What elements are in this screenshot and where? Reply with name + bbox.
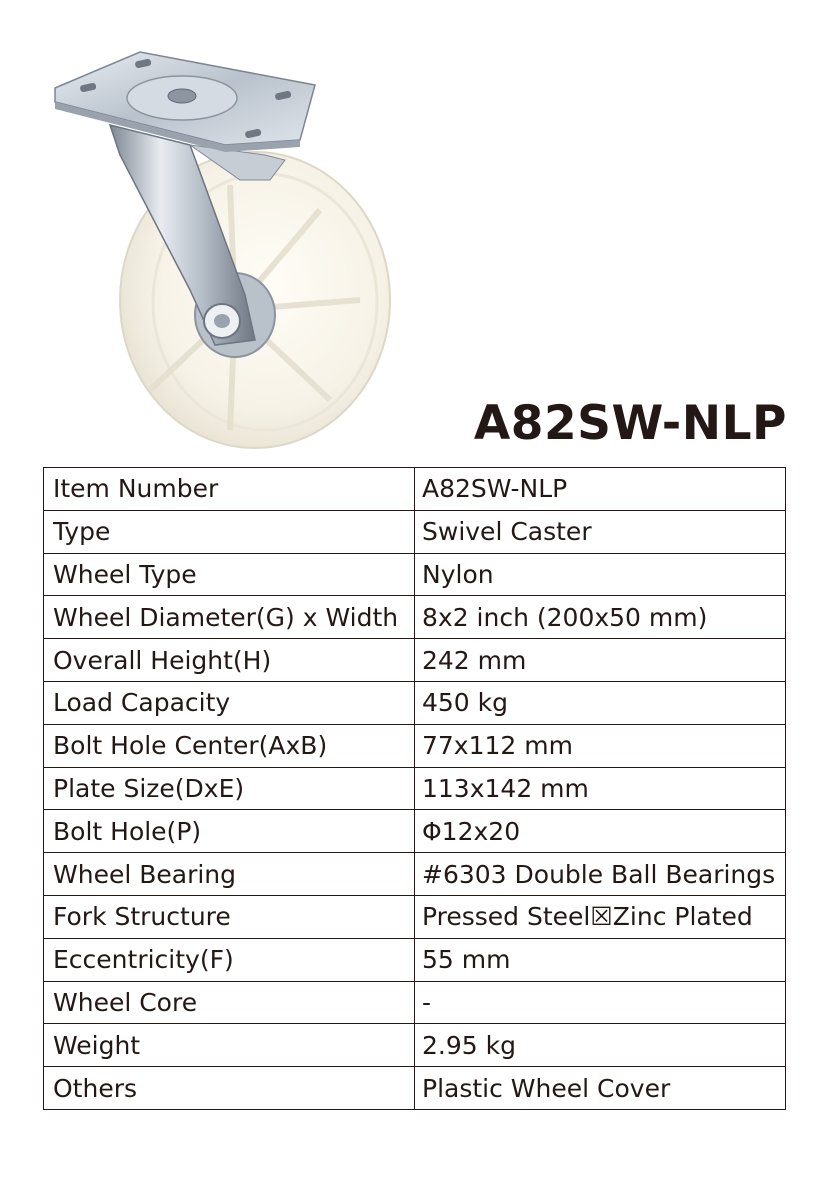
spec-value: Swivel Caster xyxy=(415,510,786,553)
spec-row xyxy=(44,510,786,553)
spec-label: Wheel Type xyxy=(44,553,415,596)
spec-row xyxy=(44,938,786,981)
spec-value: 55 mm xyxy=(415,938,786,981)
spec-label: Others xyxy=(44,1067,415,1110)
spec-label: Weight xyxy=(44,1024,415,1067)
spec-value: Nylon xyxy=(415,553,786,596)
spec-label: Eccentricity(F) xyxy=(44,938,415,981)
spec-label: Wheel Diameter(G) x Width xyxy=(44,596,415,639)
spec-value: #6303 Double Ball Bearings xyxy=(415,853,786,896)
spec-row xyxy=(44,810,786,853)
spec-value: 8x2 inch (200x50 mm) xyxy=(415,596,786,639)
spec-value: Plastic Wheel Cover xyxy=(415,1067,786,1110)
spec-value: A82SW-NLP xyxy=(415,468,786,511)
spec-row xyxy=(44,681,786,724)
spec-value: - xyxy=(415,981,786,1024)
spec-value: 77x112 mm xyxy=(415,724,786,767)
spec-value: 450 kg xyxy=(415,681,786,724)
spec-row xyxy=(44,1067,786,1110)
spec-row xyxy=(44,639,786,682)
spec-value: Pressed Steel☒Zinc Plated xyxy=(415,895,786,938)
spec-table-body xyxy=(44,468,786,1110)
spec-label: Bolt Hole(P) xyxy=(44,810,415,853)
spec-value: Φ12x20 xyxy=(415,810,786,853)
spec-label: Bolt Hole Center(AxB) xyxy=(44,724,415,767)
spec-label: Wheel Bearing xyxy=(44,853,415,896)
caster-product-image xyxy=(40,40,410,450)
spec-label: Load Capacity xyxy=(44,681,415,724)
spec-value: 113x142 mm xyxy=(415,767,786,810)
spec-row xyxy=(44,468,786,511)
model-title: A82SW-NLP xyxy=(473,396,787,451)
spec-row xyxy=(44,596,786,639)
spec-value: 242 mm xyxy=(415,639,786,682)
spec-label: Fork Structure xyxy=(44,895,415,938)
spec-label: Item Number xyxy=(44,468,415,511)
spec-value: 2.95 kg xyxy=(415,1024,786,1067)
spec-row xyxy=(44,553,786,596)
spec-row xyxy=(44,724,786,767)
spec-row xyxy=(44,853,786,896)
spec-label: Wheel Core xyxy=(44,981,415,1024)
spec-label: Overall Height(H) xyxy=(44,639,415,682)
spec-row xyxy=(44,895,786,938)
swivel-caster-illustration xyxy=(40,40,410,450)
spec-label: Plate Size(DxE) xyxy=(44,767,415,810)
spec-row xyxy=(44,767,786,810)
spec-row xyxy=(44,1024,786,1067)
spec-label: Type xyxy=(44,510,415,553)
spec-table xyxy=(43,467,786,1110)
spec-row xyxy=(44,981,786,1024)
